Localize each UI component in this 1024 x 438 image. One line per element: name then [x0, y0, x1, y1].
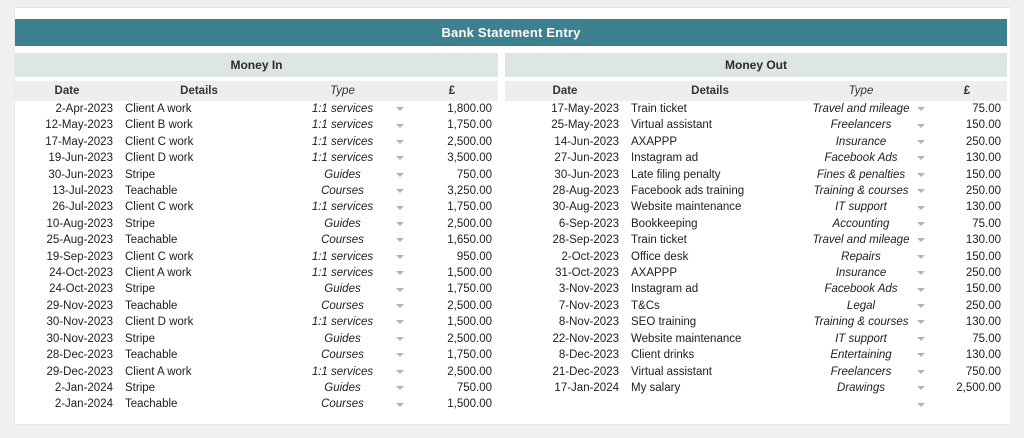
chevron-down-icon[interactable]	[396, 337, 404, 341]
page-title: Bank Statement Entry	[15, 19, 1007, 46]
cell-details[interactable]: Stripe	[125, 332, 156, 345]
chevron-down-icon[interactable]	[917, 238, 925, 242]
cell-details[interactable]: T&Cs	[631, 299, 660, 312]
cell-type[interactable]	[795, 281, 927, 297]
column-header-date[interactable]: Date	[505, 81, 625, 101]
cell-type-label: Accounting	[832, 217, 890, 230]
cell-details[interactable]: Facebook ads training	[631, 185, 745, 198]
cell-amount[interactable]: 1,800.00	[447, 103, 492, 115]
cell-date[interactable]: 28-Dec-2023	[46, 349, 113, 362]
cell-type-label: Insurance	[835, 267, 887, 280]
cell-type-label: Drawings	[837, 381, 885, 394]
table-row[interactable]	[505, 331, 1007, 347]
chevron-down-icon[interactable]	[396, 107, 404, 111]
cell-date[interactable]: 2-Apr-2023	[55, 103, 113, 115]
cell-details[interactable]: Virtual assistant	[631, 365, 712, 378]
chevron-down-icon[interactable]	[396, 304, 404, 308]
cell-type-label: Repairs	[841, 250, 881, 263]
cell-amount[interactable]: 150.00	[965, 168, 1001, 181]
cell-type-label: Fines & penalties	[816, 168, 906, 181]
cell-type-label: 1:1 services	[311, 316, 374, 329]
cell-amount[interactable]: 1,500.00	[447, 316, 492, 329]
chevron-down-icon[interactable]	[396, 238, 404, 242]
cell-amount[interactable]: 250.00	[965, 267, 1001, 280]
cell-date[interactable]: 17-May-2023	[551, 103, 619, 115]
cell-details[interactable]: Website maintenance	[631, 332, 742, 345]
column-header-type[interactable]: Type	[279, 81, 406, 101]
cell-date[interactable]: 2-Jan-2024	[54, 381, 113, 394]
chevron-down-icon[interactable]	[917, 140, 925, 144]
cell-date[interactable]: 29-Nov-2023	[46, 299, 113, 312]
cell-amount[interactable]: 3,500.00	[447, 152, 492, 165]
cell-details[interactable]: Late filing penalty	[631, 168, 721, 181]
cell-details[interactable]: Teachable	[125, 398, 178, 411]
cell-type[interactable]	[795, 298, 927, 314]
cell-date[interactable]: 30-Jun-2023	[554, 168, 619, 181]
cell-date[interactable]: 13-Jul-2023	[52, 185, 113, 198]
chevron-down-icon[interactable]	[917, 271, 925, 275]
cell-date[interactable]: 8-Dec-2023	[558, 349, 619, 362]
cell-amount[interactable]: 150.00	[965, 250, 1001, 263]
cell-type[interactable]	[795, 380, 927, 396]
table-row[interactable]	[15, 396, 498, 412]
cell-type[interactable]	[279, 249, 406, 265]
cell-type[interactable]	[279, 216, 406, 232]
money-out-body	[505, 101, 1007, 413]
cell-date[interactable]: 2-Jan-2024	[54, 398, 113, 411]
cell-type[interactable]	[279, 298, 406, 314]
chevron-down-icon[interactable]	[396, 353, 404, 357]
cell-date[interactable]: 19-Sep-2023	[46, 250, 113, 263]
cell-date[interactable]: 26-Jul-2023	[52, 201, 113, 214]
cell-details[interactable]: Client D work	[125, 152, 194, 165]
chevron-down-icon[interactable]	[917, 403, 925, 407]
cell-date[interactable]: 2-Oct-2023	[561, 250, 619, 263]
table-row[interactable]	[15, 150, 498, 166]
cell-amount[interactable]: 1,650.00	[447, 234, 492, 247]
cell-type-label: Guides	[324, 217, 361, 230]
cell-date[interactable]: 22-Nov-2023	[552, 332, 619, 345]
cell-details[interactable]: Virtual assistant	[631, 119, 712, 132]
column-header-date[interactable]: Date	[15, 81, 119, 101]
cell-type[interactable]	[795, 314, 927, 330]
cell-type-label: 1:1 services	[311, 250, 374, 263]
table-row[interactable]	[505, 117, 1007, 133]
cell-type[interactable]	[795, 249, 927, 265]
chevron-down-icon[interactable]	[917, 337, 925, 341]
cell-amount[interactable]: 1,750.00	[447, 283, 492, 296]
cell-type[interactable]	[279, 396, 406, 412]
cell-date[interactable]: 29-Dec-2023	[46, 365, 113, 378]
table-row[interactable]	[505, 380, 1007, 396]
cell-type[interactable]	[795, 101, 927, 117]
cell-type[interactable]	[279, 232, 406, 248]
cell-amount[interactable]: 130.00	[965, 201, 1001, 214]
cell-type-label: Courses	[321, 299, 364, 312]
cell-details[interactable]: Instagram ad	[631, 283, 699, 296]
table-row[interactable]	[505, 216, 1007, 232]
cell-details[interactable]: Teachable	[125, 234, 178, 247]
cell-type-label: IT support	[835, 201, 887, 214]
chevron-down-icon[interactable]	[396, 320, 404, 324]
cell-date[interactable]: 30-Nov-2023	[46, 316, 113, 329]
cell-date[interactable]: 17-Jan-2024	[554, 381, 619, 394]
cell-type[interactable]	[279, 331, 406, 347]
cell-type-label: 1:1 services	[311, 267, 374, 280]
chevron-down-icon[interactable]	[917, 124, 925, 128]
chevron-down-icon[interactable]	[917, 320, 925, 324]
column-header-type[interactable]: Type	[795, 81, 927, 101]
cell-type-label: Travel and mileage	[812, 103, 910, 115]
table-row[interactable]	[505, 314, 1007, 330]
cell-amount[interactable]	[927, 396, 1007, 412]
cell-details[interactable]: Instagram ad	[631, 152, 699, 165]
cell-type[interactable]	[279, 364, 406, 380]
table-row[interactable]	[15, 216, 498, 232]
table-row[interactable]	[505, 232, 1007, 248]
cell-amount[interactable]: 75.00	[972, 217, 1001, 230]
chevron-down-icon[interactable]	[396, 206, 404, 210]
cell-amount[interactable]: 1,750.00	[447, 119, 492, 132]
chevron-down-icon[interactable]	[917, 386, 925, 390]
cell-amount[interactable]: 2,500.00	[447, 365, 492, 378]
table-row[interactable]	[15, 249, 498, 265]
cell-date[interactable]: 28-Aug-2023	[552, 185, 619, 198]
cell-date[interactable]: 25-Aug-2023	[46, 234, 113, 247]
cell-details[interactable]: Client drinks	[631, 349, 695, 362]
chevron-down-icon[interactable]	[917, 206, 925, 210]
cell-date[interactable]: 30-Aug-2023	[552, 201, 619, 214]
table-row[interactable]	[15, 364, 498, 380]
cell-type-label: Freelancers	[830, 119, 892, 132]
cell-type[interactable]	[279, 347, 406, 363]
table-row[interactable]	[15, 183, 498, 199]
chevron-down-icon[interactable]	[396, 173, 404, 177]
cell-amount[interactable]: 750.00	[456, 381, 492, 394]
cell-type[interactable]	[795, 134, 927, 150]
cell-amount[interactable]: 1,500.00	[447, 267, 492, 280]
cell-type-label: 1:1 services	[311, 365, 374, 378]
cell-type[interactable]	[279, 183, 406, 199]
cell-type[interactable]	[795, 396, 927, 412]
table-row[interactable]	[15, 199, 498, 215]
cell-amount[interactable]: 130.00	[965, 234, 1001, 247]
cell-type-label: Guides	[324, 381, 361, 394]
chevron-down-icon[interactable]	[396, 156, 404, 160]
cell-type-label: Courses	[321, 349, 364, 362]
cell-amount[interactable]: 950.00	[456, 250, 492, 263]
column-header-amount[interactable]: £	[927, 81, 1007, 101]
cell-type[interactable]	[795, 150, 927, 166]
table-row[interactable]	[505, 396, 1007, 412]
chevron-down-icon[interactable]	[396, 288, 404, 292]
table-row[interactable]	[505, 298, 1007, 314]
table-row[interactable]	[505, 199, 1007, 215]
cell-amount[interactable]: 1,750.00	[447, 349, 492, 362]
cell-details[interactable]: Stripe	[125, 217, 156, 230]
cell-amount[interactable]: 150.00	[965, 119, 1001, 132]
cell-type[interactable]	[279, 167, 406, 183]
table-row[interactable]	[505, 347, 1007, 363]
cell-type[interactable]	[795, 347, 927, 363]
table-row[interactable]	[15, 101, 498, 117]
cell-amount[interactable]: 750.00	[965, 365, 1001, 378]
table-row[interactable]	[15, 331, 498, 347]
chevron-down-icon[interactable]	[917, 353, 925, 357]
chevron-down-icon[interactable]	[396, 222, 404, 226]
cell-amount[interactable]: 1,750.00	[447, 201, 492, 214]
money-out-header-row	[505, 81, 1007, 101]
cell-type-label: Facebook Ads	[824, 152, 898, 165]
cell-date[interactable]: 24-Oct-2023	[49, 283, 113, 296]
chevron-down-icon[interactable]	[396, 140, 404, 144]
table-row[interactable]	[15, 167, 498, 183]
cell-type[interactable]	[795, 167, 927, 183]
cell-details[interactable]: Client C work	[125, 201, 194, 214]
cell-type[interactable]	[795, 117, 927, 133]
chevron-down-icon[interactable]	[917, 107, 925, 111]
cell-date[interactable]: 10-Aug-2023	[46, 217, 113, 230]
chevron-down-icon[interactable]	[396, 124, 404, 128]
cell-details[interactable]: Client A work	[125, 103, 192, 115]
money-out-table	[505, 81, 1007, 413]
chevron-down-icon[interactable]	[396, 403, 404, 407]
column-header-details[interactable]: Details	[625, 81, 795, 101]
cell-amount[interactable]: 1,500.00	[447, 398, 492, 411]
cell-details[interactable]: Client C work	[125, 135, 194, 148]
chevron-down-icon[interactable]	[917, 370, 925, 374]
cell-amount[interactable]: 130.00	[965, 316, 1001, 329]
table-row[interactable]	[15, 347, 498, 363]
cell-details[interactable]: AXAPPP	[631, 135, 678, 148]
cell-details[interactable]: Client A work	[125, 267, 192, 280]
cell-type-label: Guides	[324, 283, 361, 296]
sheet-bottom-edge	[14, 424, 1010, 425]
cell-type[interactable]	[795, 183, 927, 199]
chevron-down-icon[interactable]	[396, 189, 404, 193]
cell-type-label: 1:1 services	[311, 201, 374, 214]
cell-amount[interactable]: 750.00	[456, 168, 492, 181]
cell-type[interactable]	[279, 150, 406, 166]
cell-type[interactable]	[279, 101, 406, 117]
cell-type-label: 1:1 services	[311, 135, 374, 148]
cell-date[interactable]: 30-Jun-2023	[48, 168, 113, 181]
table-row[interactable]	[15, 298, 498, 314]
cell-type-label: Entertaining	[830, 349, 892, 362]
table-row[interactable]	[505, 101, 1007, 117]
table-row[interactable]	[505, 134, 1007, 150]
table-row[interactable]	[15, 134, 498, 150]
table-row[interactable]	[505, 364, 1007, 380]
cell-date[interactable]	[505, 396, 625, 412]
table-row[interactable]	[505, 265, 1007, 281]
cell-amount[interactable]: 250.00	[965, 135, 1001, 148]
money-in-header-row	[15, 81, 498, 101]
cell-amount[interactable]: 75.00	[972, 103, 1001, 115]
cell-date[interactable]: 14-Jun-2023	[554, 135, 619, 148]
cell-amount[interactable]: 2,500.00	[447, 135, 492, 148]
chevron-down-icon[interactable]	[917, 304, 925, 308]
cell-amount[interactable]: 250.00	[965, 299, 1001, 312]
cell-date[interactable]: 3-Nov-2023	[558, 283, 619, 296]
cell-details[interactable]: Client A work	[125, 365, 192, 378]
cell-type[interactable]	[279, 314, 406, 330]
chevron-down-icon[interactable]	[917, 255, 925, 259]
cell-type[interactable]	[279, 281, 406, 297]
table-row[interactable]	[15, 281, 498, 297]
cell-amount[interactable]: 130.00	[965, 349, 1001, 362]
cell-amount[interactable]: 2,500.00	[447, 217, 492, 230]
cell-details[interactable]: Teachable	[125, 185, 178, 198]
table-row[interactable]	[15, 117, 498, 133]
cell-type[interactable]	[795, 199, 927, 215]
chevron-down-icon[interactable]	[917, 156, 925, 160]
table-row[interactable]	[505, 167, 1007, 183]
cell-date[interactable]: 17-May-2023	[45, 135, 113, 148]
cell-details[interactable]: Client B work	[125, 119, 193, 132]
cell-amount[interactable]: 75.00	[972, 332, 1001, 345]
cell-date[interactable]: 7-Nov-2023	[558, 299, 619, 312]
chevron-down-icon[interactable]	[396, 386, 404, 390]
cell-date[interactable]: 31-Oct-2023	[555, 267, 619, 280]
section-band-money-out: Money Out	[505, 53, 1007, 77]
cell-type-label: IT support	[835, 332, 887, 345]
cell-details[interactable]: Teachable	[125, 349, 178, 362]
cell-type-label: Training & courses	[813, 316, 909, 329]
cell-date[interactable]: 30-Nov-2023	[46, 332, 113, 345]
cell-details[interactable]: AXAPPP	[631, 267, 678, 280]
cell-details[interactable]	[625, 396, 795, 412]
cell-type[interactable]	[279, 199, 406, 215]
table-row[interactable]	[505, 249, 1007, 265]
cell-type-label: 1:1 services	[311, 119, 374, 132]
money-in-table	[15, 81, 498, 413]
money-in-body	[15, 101, 498, 413]
cell-date[interactable]: 28-Sep-2023	[552, 234, 619, 247]
column-header-amount[interactable]: £	[406, 81, 498, 101]
cell-amount[interactable]: 3,250.00	[447, 185, 492, 198]
cell-amount[interactable]: 2,500.00	[447, 332, 492, 345]
chevron-down-icon[interactable]	[917, 189, 925, 193]
cell-amount[interactable]: 150.00	[965, 283, 1001, 296]
cell-amount[interactable]: 2,500.00	[956, 381, 1001, 394]
chevron-down-icon[interactable]	[917, 288, 925, 292]
cell-details[interactable]: Bookkeeping	[631, 217, 698, 230]
column-header-details[interactable]: Details	[119, 81, 279, 101]
cell-type-label: Courses	[321, 185, 364, 198]
cell-type[interactable]	[795, 331, 927, 347]
chevron-down-icon[interactable]	[396, 255, 404, 259]
cell-date[interactable]: 25-May-2023	[551, 119, 619, 132]
cell-type[interactable]	[795, 216, 927, 232]
chevron-down-icon[interactable]	[396, 271, 404, 275]
cell-date[interactable]: 21-Dec-2023	[552, 365, 619, 378]
cell-details[interactable]: Client D work	[125, 316, 194, 329]
cell-type-label: Training & courses	[813, 185, 909, 198]
table-row[interactable]	[505, 281, 1007, 297]
cell-type-label: Courses	[321, 398, 364, 411]
table-row[interactable]	[15, 314, 498, 330]
cell-details[interactable]: Stripe	[125, 168, 156, 181]
table-row[interactable]	[15, 232, 498, 248]
section-band-money-in: Money In	[15, 53, 498, 77]
table-row[interactable]	[15, 265, 498, 281]
cell-type-label: Guides	[324, 332, 361, 345]
cell-details[interactable]: Website maintenance	[631, 201, 742, 214]
cell-details[interactable]: SEO training	[631, 316, 697, 329]
chevron-down-icon[interactable]	[917, 173, 925, 177]
table-row[interactable]	[505, 183, 1007, 199]
cell-details[interactable]: Office desk	[631, 250, 689, 263]
cell-date[interactable]: 24-Oct-2023	[49, 267, 113, 280]
cell-date[interactable]: 12-May-2023	[45, 119, 113, 132]
chevron-down-icon[interactable]	[396, 370, 404, 374]
cell-details[interactable]: Train ticket	[631, 234, 687, 247]
cell-type-label: Travel and mileage	[812, 234, 910, 247]
cell-type-label: 1:1 services	[311, 152, 374, 165]
cell-details[interactable]: Client C work	[125, 250, 194, 263]
cell-date[interactable]: 19-Jun-2023	[48, 152, 113, 165]
cell-type[interactable]	[795, 364, 927, 380]
cell-type-label: 1:1 services	[311, 103, 374, 115]
cell-type-label: Freelancers	[830, 365, 892, 378]
cell-type[interactable]	[279, 380, 406, 396]
cell-type[interactable]	[279, 117, 406, 133]
cell-type-label: Legal	[846, 299, 876, 312]
cell-date[interactable]: 27-Jun-2023	[554, 152, 619, 165]
spreadsheet-sheet	[14, 7, 1010, 424]
cell-type[interactable]	[279, 265, 406, 281]
table-row[interactable]	[505, 150, 1007, 166]
cell-type[interactable]	[795, 265, 927, 281]
cell-details[interactable]: Stripe	[125, 381, 156, 394]
cell-type[interactable]	[795, 232, 927, 248]
cell-amount[interactable]: 2,500.00	[447, 299, 492, 312]
cell-type-label: Guides	[324, 168, 361, 181]
cell-type-label: Insurance	[835, 135, 887, 148]
cell-type[interactable]	[279, 134, 406, 150]
cell-amount[interactable]: 130.00	[965, 152, 1001, 165]
cell-date[interactable]: 8-Nov-2023	[558, 316, 619, 329]
cell-type-label: Courses	[321, 234, 364, 247]
cell-details[interactable]: Train ticket	[631, 103, 687, 115]
cell-details[interactable]: Stripe	[125, 283, 156, 296]
cell-details[interactable]: My salary	[631, 381, 681, 394]
cell-date[interactable]: 6-Sep-2023	[558, 217, 619, 230]
chevron-down-icon[interactable]	[917, 222, 925, 226]
table-row[interactable]	[15, 380, 498, 396]
cell-details[interactable]: Teachable	[125, 299, 178, 312]
cell-type-label: Facebook Ads	[824, 283, 898, 296]
cell-amount[interactable]: 250.00	[965, 185, 1001, 198]
